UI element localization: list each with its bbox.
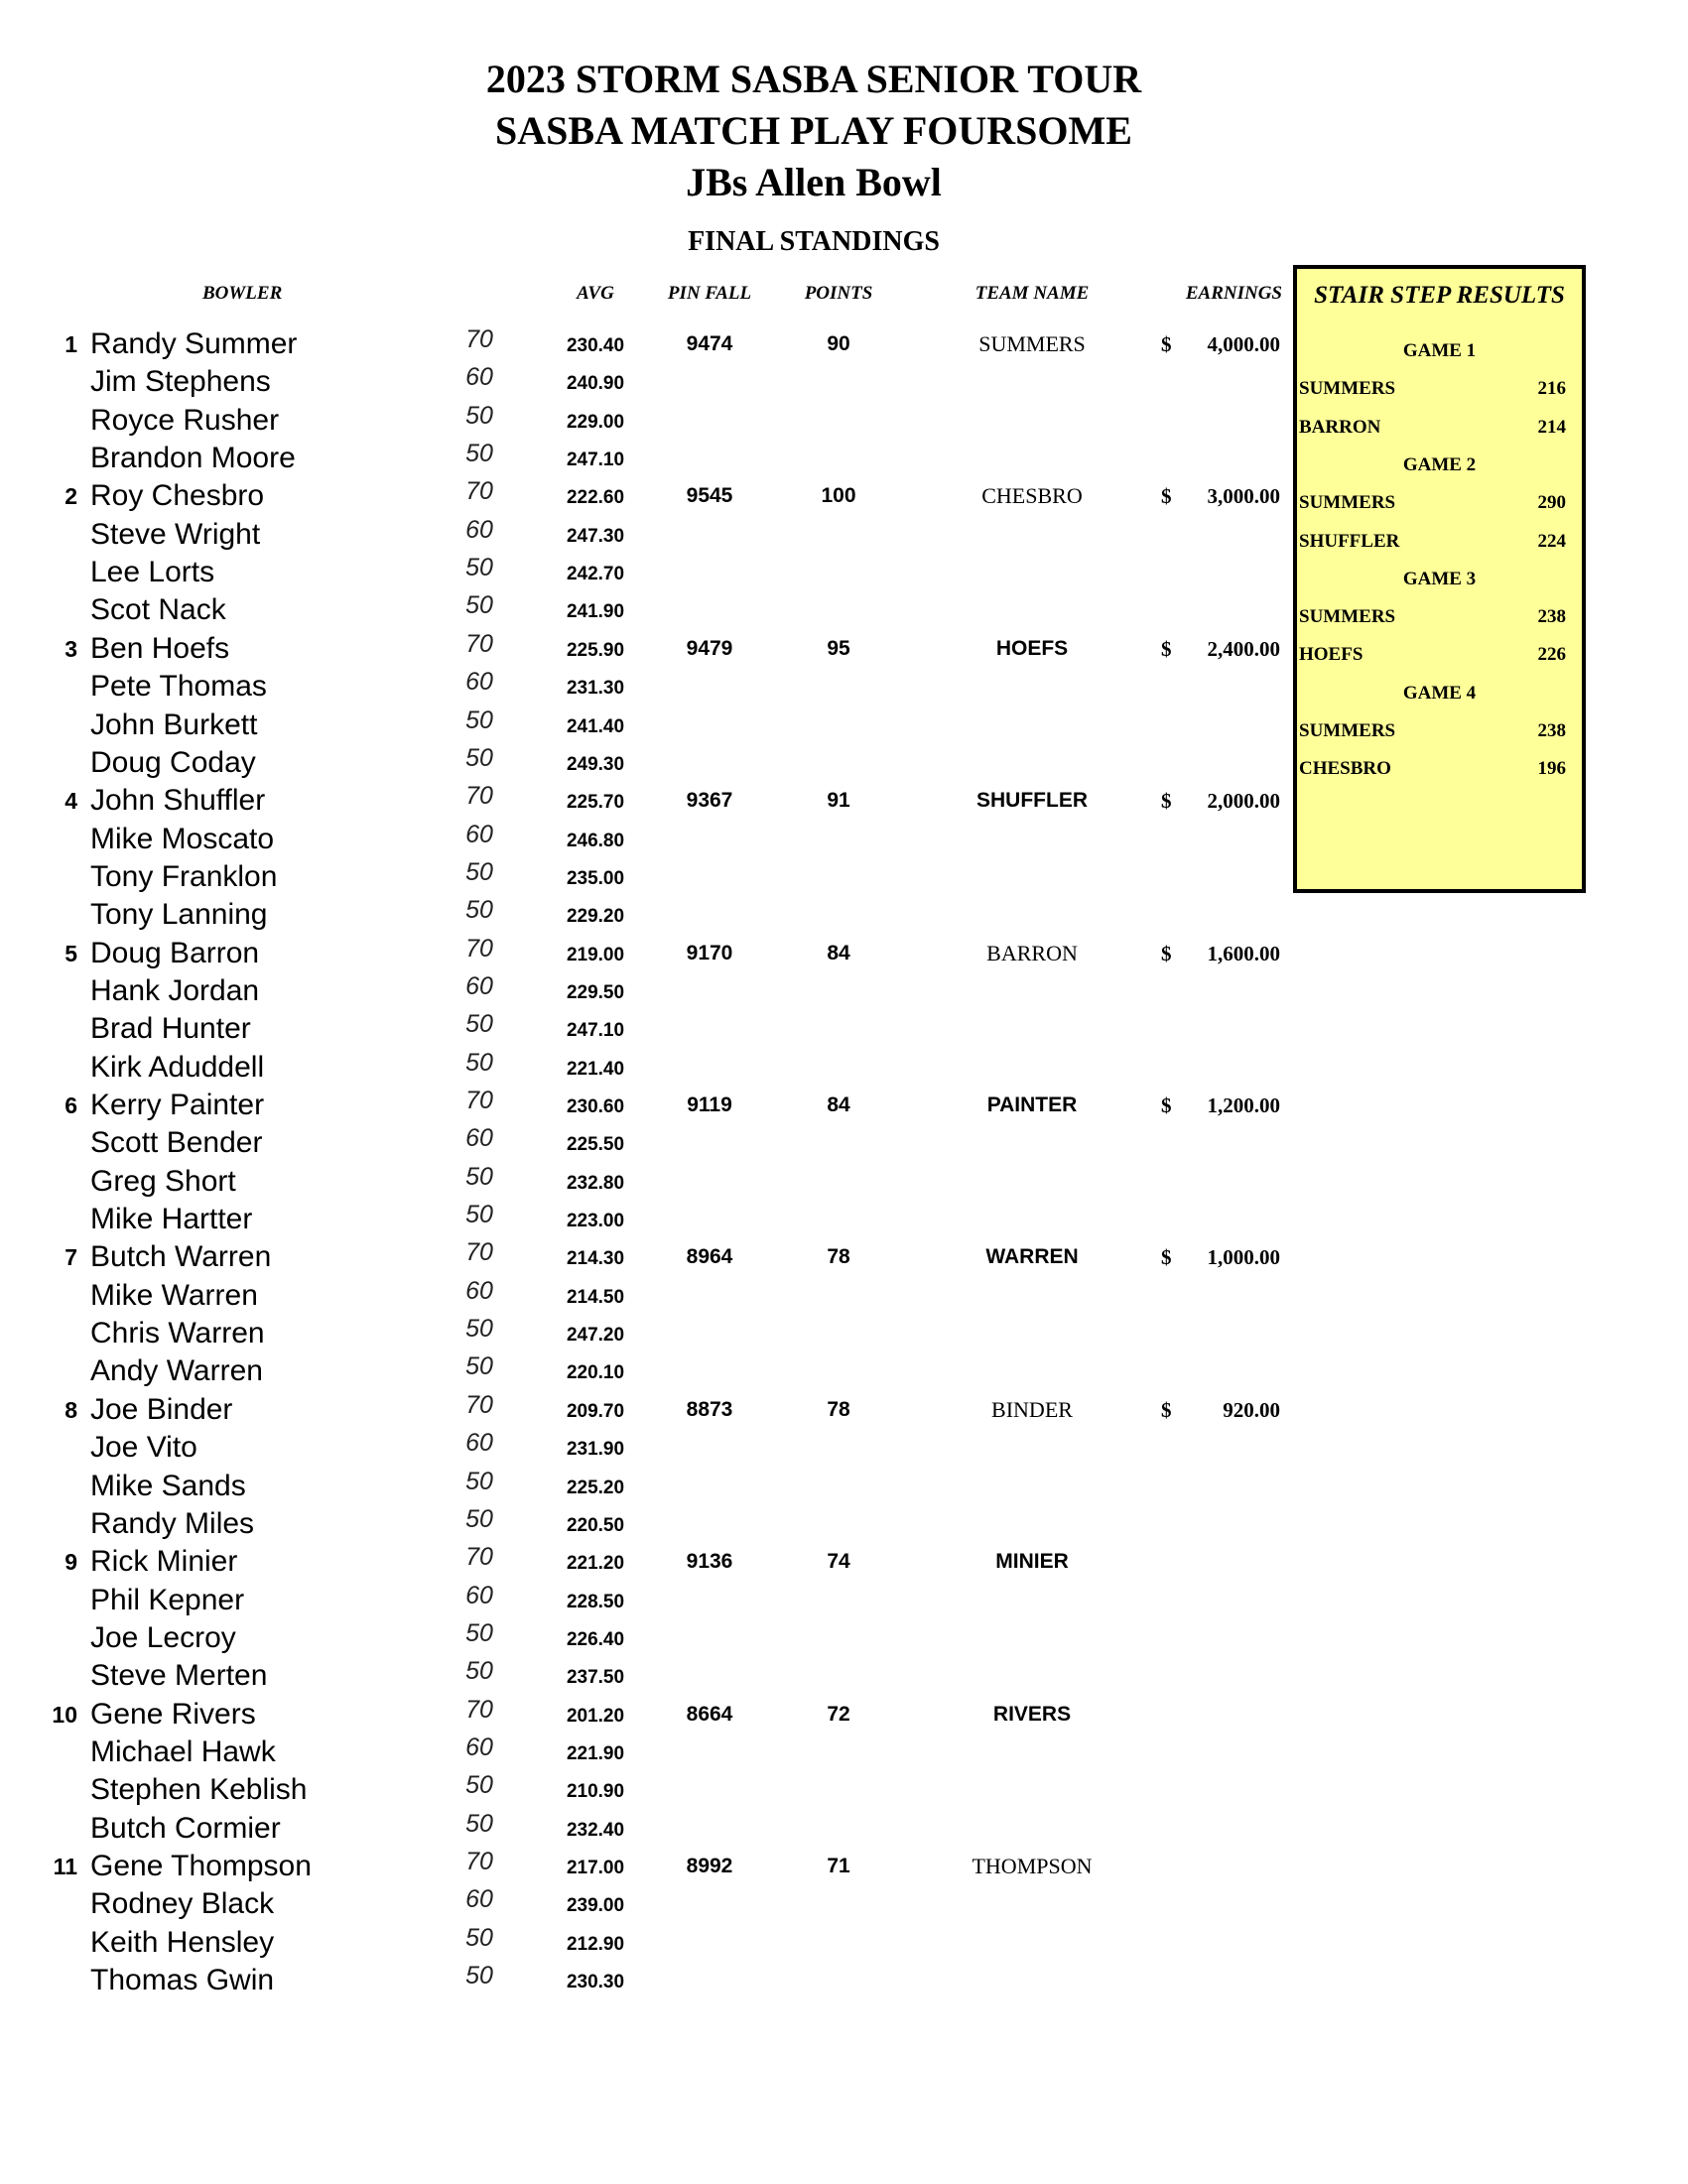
stair-result-row [1297, 488, 1582, 518]
bowler-row [0, 821, 1290, 858]
stair-game-row [1297, 336, 1582, 366]
bowler-average: 219.00 [566, 944, 625, 965]
bowler-handicap: 60 [465, 1124, 493, 1153]
bowler-average: 214.30 [566, 1248, 625, 1270]
team-rank: 4 [65, 788, 77, 815]
bowler-average: 221.40 [566, 1058, 625, 1080]
stair-result-team: SUMMERS [1299, 720, 1396, 741]
bowler-average: 231.90 [566, 1439, 625, 1461]
bowler-row [0, 1163, 1290, 1201]
bowler-row [0, 1771, 1290, 1809]
stair-result-team: SHUFFLER [1299, 530, 1400, 552]
bowler-average: 209.70 [566, 1400, 625, 1422]
bowler-row [0, 1657, 1290, 1695]
earnings-currency: $ [1161, 789, 1172, 814]
earnings-amount: 2,000.00 [1207, 789, 1280, 814]
bowler-name: Hank Jordan [90, 973, 260, 1007]
bowler-handicap: 60 [465, 1733, 493, 1761]
bowler-handicap: 70 [465, 1390, 493, 1419]
bowler-row [0, 1619, 1290, 1657]
col-header-bowler: BOWLER [202, 283, 283, 304]
bowler-row [0, 1238, 1290, 1276]
bowler-row [0, 363, 1290, 401]
tour-title: 2023 STORM SASBA SENIOR TOUR [485, 57, 1142, 101]
bowler-row [0, 707, 1290, 744]
team-points: 90 [827, 332, 850, 355]
bowler-name: Scott Bender [90, 1126, 263, 1160]
stair-result-team: BARRON [1299, 416, 1381, 438]
bowler-name: Joe Vito [90, 1431, 197, 1465]
bowler-name: Pete Thomas [90, 670, 267, 704]
bowler-row [0, 325, 1290, 363]
bowler-name: Phil Kepner [90, 1583, 245, 1616]
bowler-handicap: 50 [465, 1201, 493, 1229]
bowler-row [0, 554, 1290, 591]
bowler-name: Brandon Moore [90, 442, 296, 475]
bowler-average: 247.20 [566, 1325, 625, 1347]
bowler-row [0, 1582, 1290, 1619]
bowler-handicap: 50 [465, 1352, 493, 1381]
bowler-row [0, 782, 1290, 820]
bowler-handicap: 50 [465, 440, 493, 468]
bowler-average: 232.80 [566, 1172, 625, 1194]
bowler-handicap: 50 [465, 743, 493, 772]
bowler-name: Gene Thompson [90, 1850, 312, 1882]
bowler-average: 240.90 [566, 373, 625, 395]
bowler-row [0, 1087, 1290, 1124]
team-rank: 11 [53, 1854, 77, 1879]
bowler-handicap: 70 [465, 934, 493, 963]
bowler-handicap: 70 [465, 629, 493, 658]
bowler-name: Roy Chesbro [90, 479, 265, 513]
bowler-average: 223.00 [566, 1211, 625, 1232]
team-rank: 9 [65, 1549, 77, 1576]
stair-result-row [1297, 527, 1582, 557]
team-points: 95 [827, 636, 850, 660]
bowler-average: 222.60 [566, 487, 625, 509]
bowler-handicap: 50 [465, 1048, 493, 1077]
bowler-name: Ben Hoefs [90, 631, 230, 665]
bowler-handicap: 50 [465, 554, 493, 582]
bowler-row [0, 1848, 1290, 1885]
bowler-row [0, 1924, 1290, 1962]
bowler-handicap: 70 [465, 1238, 493, 1267]
bowler-average: 225.20 [566, 1477, 625, 1498]
team-name: CHESBRO [981, 483, 1083, 509]
stair-game-label: GAME 3 [1402, 568, 1477, 589]
bowler-name: Joe Lecroy [90, 1620, 236, 1654]
col-header-pinfall: PIN FALL [667, 283, 752, 304]
team-points: 91 [827, 789, 850, 813]
bowler-row [0, 1315, 1290, 1352]
bowler-average: 220.10 [566, 1362, 625, 1384]
team-points: 74 [827, 1550, 850, 1574]
bowler-name: Doug Barron [90, 936, 260, 969]
earnings-currency: $ [1161, 332, 1172, 356]
team-pinfall: 9119 [687, 1093, 732, 1116]
bowler-average: 237.50 [566, 1667, 625, 1689]
stair-result-score: 238 [1537, 606, 1566, 628]
bowler-row [0, 972, 1290, 1010]
bowler-average: 241.40 [566, 715, 625, 737]
earnings-currency: $ [1161, 484, 1172, 509]
team-rank: 1 [65, 331, 77, 357]
bowler-name: Tony Lanning [90, 898, 268, 932]
earnings-amount: 3,000.00 [1207, 484, 1280, 509]
bowler-row [0, 1468, 1290, 1505]
team-pinfall: 9545 [686, 484, 733, 508]
stair-result-score: 238 [1537, 720, 1566, 741]
team-name: THOMPSON [972, 1854, 1093, 1878]
earnings-amount: 1,200.00 [1207, 1093, 1280, 1117]
team-rank: 5 [65, 940, 77, 966]
stair-result-team: CHESBRO [1299, 758, 1391, 780]
stair-game-label: GAME 2 [1402, 453, 1477, 475]
bowler-average: 229.00 [566, 411, 625, 433]
bowler-name: Randy Miles [90, 1506, 255, 1540]
bowler-name: Kirk Aduddell [90, 1050, 265, 1084]
bowler-name: Brad Hunter [90, 1012, 251, 1046]
bowler-name: Mike Moscato [90, 822, 275, 855]
bowler-handicap: 60 [465, 971, 493, 1000]
bowler-name: Keith Hensley [90, 1925, 275, 1959]
bowler-average: 229.50 [566, 981, 625, 1003]
bowler-average: 225.50 [566, 1134, 625, 1156]
bowler-name: John Shuffler [90, 784, 266, 818]
bowler-average: 232.40 [566, 1819, 625, 1841]
team-points: 71 [827, 1855, 850, 1877]
bowler-row [0, 858, 1290, 896]
stair-game-row [1297, 679, 1582, 708]
team-rank: 2 [65, 483, 77, 510]
bowler-name: Butch Cormier [90, 1811, 281, 1845]
team-pinfall: 9136 [686, 1550, 733, 1574]
team-pinfall: 9479 [686, 636, 733, 660]
stair-result-team: HOEFS [1299, 644, 1363, 666]
venue-title: JBs Allen Bowl [686, 160, 942, 204]
col-header-team-name: TEAM NAME [974, 283, 1090, 304]
bowler-row [0, 440, 1290, 477]
bowler-average: 214.50 [566, 1286, 625, 1308]
bowler-average: 225.70 [566, 792, 625, 814]
bowler-row [0, 1505, 1290, 1543]
bowler-name: Jim Stephens [90, 365, 271, 399]
team-name: PAINTER [986, 1093, 1078, 1116]
stair-game-row [1297, 565, 1582, 594]
bowler-row [0, 1352, 1290, 1390]
bowler-row [0, 1962, 1290, 1999]
stair-result-row [1297, 716, 1582, 746]
bowler-row [0, 744, 1290, 782]
bowler-average: 230.60 [566, 1096, 625, 1117]
bowler-row [0, 1810, 1290, 1848]
bowler-average: 225.90 [566, 639, 625, 661]
bowler-name: Doug Coday [90, 745, 256, 779]
bowler-name: Mike Sands [90, 1469, 246, 1502]
bowler-handicap: 50 [465, 896, 493, 925]
team-rank: 6 [65, 1092, 77, 1118]
earnings-currency: $ [1161, 1245, 1172, 1270]
bowler-row [0, 1885, 1290, 1923]
bowler-row [0, 402, 1290, 440]
bowler-name: Lee Lorts [90, 556, 215, 589]
team-rank: 7 [65, 1244, 77, 1271]
bowler-handicap: 50 [465, 1162, 493, 1191]
team-rank: 8 [65, 1396, 77, 1423]
bowler-average: 247.10 [566, 450, 625, 471]
bowler-name: Royce Rusher [90, 403, 280, 437]
bowler-handicap: 60 [465, 820, 493, 848]
bowler-handicap: 50 [465, 1657, 493, 1686]
earnings-amount: 920.00 [1223, 1397, 1280, 1422]
bowler-average: 231.30 [566, 678, 625, 700]
team-points: 84 [827, 941, 850, 964]
bowler-row [0, 1049, 1290, 1087]
bowler-name: Mike Warren [90, 1278, 258, 1312]
stair-step-results-box [1293, 265, 1586, 893]
bowler-row [0, 896, 1290, 934]
bowler-name: Thomas Gwin [90, 1964, 275, 1997]
bowler-row [0, 1429, 1290, 1467]
stair-game-row [1297, 450, 1582, 480]
bowler-average: 221.90 [566, 1742, 625, 1764]
team-pinfall: 8664 [686, 1702, 733, 1726]
event-title: SASBA MATCH PLAY FOURSOME [495, 108, 1132, 153]
bowler-handicap: 60 [465, 1885, 493, 1914]
bowler-average: 217.00 [566, 1858, 625, 1878]
team-name: BINDER [991, 1396, 1073, 1422]
stair-result-score: 224 [1537, 530, 1566, 552]
team-points: 72 [827, 1702, 850, 1726]
bowler-handicap: 50 [465, 1618, 493, 1647]
bowler-name: John Burkett [90, 707, 258, 741]
stair-result-score: 214 [1537, 416, 1566, 438]
bowler-row [0, 1277, 1290, 1315]
bowler-average: 247.30 [566, 525, 625, 547]
bowler-name: Scot Nack [90, 593, 226, 627]
bowler-row [0, 1201, 1290, 1238]
bowler-handicap: 50 [465, 591, 493, 620]
bowler-name: Andy Warren [90, 1354, 263, 1388]
stair-result-team: SUMMERS [1299, 606, 1396, 628]
stair-result-score: 226 [1537, 644, 1566, 666]
earnings-amount: 1,000.00 [1207, 1245, 1280, 1270]
bowler-row [0, 668, 1290, 706]
bowler-handicap: 70 [465, 477, 493, 506]
team-name: BARRON [986, 940, 1078, 965]
bowler-row [0, 1391, 1290, 1429]
bowler-row [0, 1010, 1290, 1048]
bowler-handicap: 50 [465, 1467, 493, 1495]
earnings-amount: 4,000.00 [1207, 332, 1280, 356]
bowler-average: 221.20 [566, 1553, 625, 1575]
team-name: MINIER [995, 1550, 1069, 1574]
earnings-amount: 2,400.00 [1207, 636, 1280, 661]
bowler-average: 230.40 [566, 335, 625, 356]
bowler-name: Gene Rivers [90, 1697, 256, 1731]
stair-game-label: GAME 4 [1402, 682, 1477, 704]
bowler-handicap: 50 [465, 1923, 493, 1952]
bowler-name: Tony Franklon [90, 859, 278, 893]
bowler-handicap: 50 [465, 1010, 493, 1039]
stair-step-title: STAIR STEP RESULTS [1314, 282, 1565, 309]
bowler-handicap: 60 [465, 363, 493, 392]
stair-result-row [1297, 374, 1582, 404]
bowler-row [0, 1124, 1290, 1162]
bowler-average: 235.00 [566, 867, 625, 889]
bowler-row [0, 516, 1290, 554]
bowler-handicap: 60 [465, 515, 493, 544]
bowler-handicap: 50 [465, 706, 493, 734]
standings-subtitle: FINAL STANDINGS [688, 226, 940, 257]
bowler-handicap: 70 [465, 1543, 493, 1572]
bowler-handicap: 50 [465, 1771, 493, 1800]
bowler-handicap: 50 [465, 857, 493, 886]
bowler-average: 210.90 [566, 1781, 625, 1803]
bowler-handicap: 60 [465, 1429, 493, 1458]
bowler-average: 220.50 [566, 1514, 625, 1536]
bowler-average: 212.90 [566, 1933, 625, 1955]
team-pinfall: 8992 [686, 1855, 733, 1877]
bowler-handicap: 50 [465, 1809, 493, 1838]
bowler-handicap: 70 [465, 1848, 493, 1875]
stair-result-score: 196 [1537, 758, 1566, 780]
bowler-row [0, 591, 1290, 629]
bowler-average: 241.90 [566, 601, 625, 623]
bowler-average: 246.80 [566, 830, 625, 851]
team-pinfall: 9367 [686, 789, 733, 813]
bowler-name: Randy Summer [90, 327, 298, 360]
bowler-row [0, 1696, 1290, 1734]
team-points: 78 [827, 1245, 850, 1269]
bowler-name: Rick Minier [90, 1545, 238, 1579]
team-pinfall: 8964 [686, 1245, 733, 1269]
team-pinfall: 9170 [686, 941, 733, 964]
bowler-average: 239.00 [566, 1895, 625, 1917]
bowler-name: Steve Wright [90, 517, 261, 551]
bowler-name: Chris Warren [90, 1317, 265, 1350]
bowler-handicap: 50 [465, 1315, 493, 1344]
bowler-average: 230.30 [566, 1972, 625, 1993]
stair-result-score: 290 [1537, 492, 1566, 514]
bowler-handicap: 60 [465, 668, 493, 697]
team-name: SHUFFLER [976, 789, 1088, 813]
earnings-currency: $ [1161, 1093, 1172, 1117]
bowler-row [0, 630, 1290, 668]
col-header-points: POINTS [804, 283, 873, 304]
bowler-handicap: 60 [465, 1581, 493, 1609]
team-name: RIVERS [992, 1702, 1072, 1726]
earnings-currency: $ [1161, 1397, 1172, 1422]
bowler-handicap: 70 [465, 782, 493, 811]
team-rank: 3 [65, 635, 77, 662]
bowler-row [0, 477, 1290, 515]
team-name: SUMMERS [978, 331, 1086, 356]
stair-result-row [1297, 754, 1582, 784]
bowler-name: Kerry Painter [90, 1089, 265, 1121]
stair-result-score: 216 [1537, 378, 1566, 400]
bowler-handicap: 50 [465, 1962, 493, 1991]
bowler-average: 247.10 [566, 1020, 625, 1042]
stair-result-team: SUMMERS [1299, 378, 1396, 400]
stair-result-row [1297, 602, 1582, 632]
bowler-handicap: 60 [465, 1276, 493, 1305]
col-header-avg: AVG [577, 283, 614, 304]
bowler-row [0, 1734, 1290, 1771]
bowler-average: 249.30 [566, 753, 625, 775]
bowler-average: 226.40 [566, 1628, 625, 1650]
bowler-name: Joe Binder [90, 1392, 233, 1426]
bowler-handicap: 70 [465, 1695, 493, 1724]
bowler-average: 228.50 [566, 1591, 625, 1612]
team-points: 100 [821, 484, 856, 508]
bowler-handicap: 70 [465, 1087, 493, 1114]
bowler-name: Butch Warren [90, 1240, 272, 1274]
team-pinfall: 9474 [686, 332, 733, 355]
bowler-row [0, 1543, 1290, 1581]
team-pinfall: 8873 [686, 1397, 733, 1421]
bowler-name: Steve Merten [90, 1659, 268, 1693]
stair-game-label: GAME 1 [1402, 340, 1477, 361]
earnings-currency: $ [1161, 941, 1172, 965]
bowler-average: 201.20 [566, 1705, 625, 1727]
bowler-row [0, 935, 1290, 972]
bowler-name: Mike Hartter [90, 1203, 253, 1236]
bowler-name: Michael Hawk [90, 1734, 276, 1768]
bowler-handicap: 50 [465, 401, 493, 430]
bowler-name: Greg Short [90, 1164, 236, 1198]
stair-result-row [1297, 640, 1582, 670]
bowler-name: Rodney Black [90, 1887, 275, 1921]
stair-result-row [1297, 413, 1582, 443]
earnings-currency: $ [1161, 636, 1172, 661]
bowler-handicap: 50 [465, 1504, 493, 1533]
col-header-earnings: EARNINGS [1185, 283, 1282, 304]
stair-result-team: SUMMERS [1299, 492, 1396, 514]
bowler-handicap: 70 [465, 325, 493, 353]
team-points: 78 [827, 1397, 850, 1421]
team-name: WARREN [985, 1245, 1079, 1269]
team-name: HOEFS [995, 636, 1069, 660]
bowler-name: Stephen Keblish [90, 1773, 308, 1807]
team-points: 84 [827, 1093, 850, 1116]
earnings-amount: 1,600.00 [1207, 941, 1280, 965]
bowler-average: 242.70 [566, 564, 625, 585]
bowler-average: 229.20 [566, 906, 625, 928]
team-rank: 10 [52, 1701, 77, 1728]
